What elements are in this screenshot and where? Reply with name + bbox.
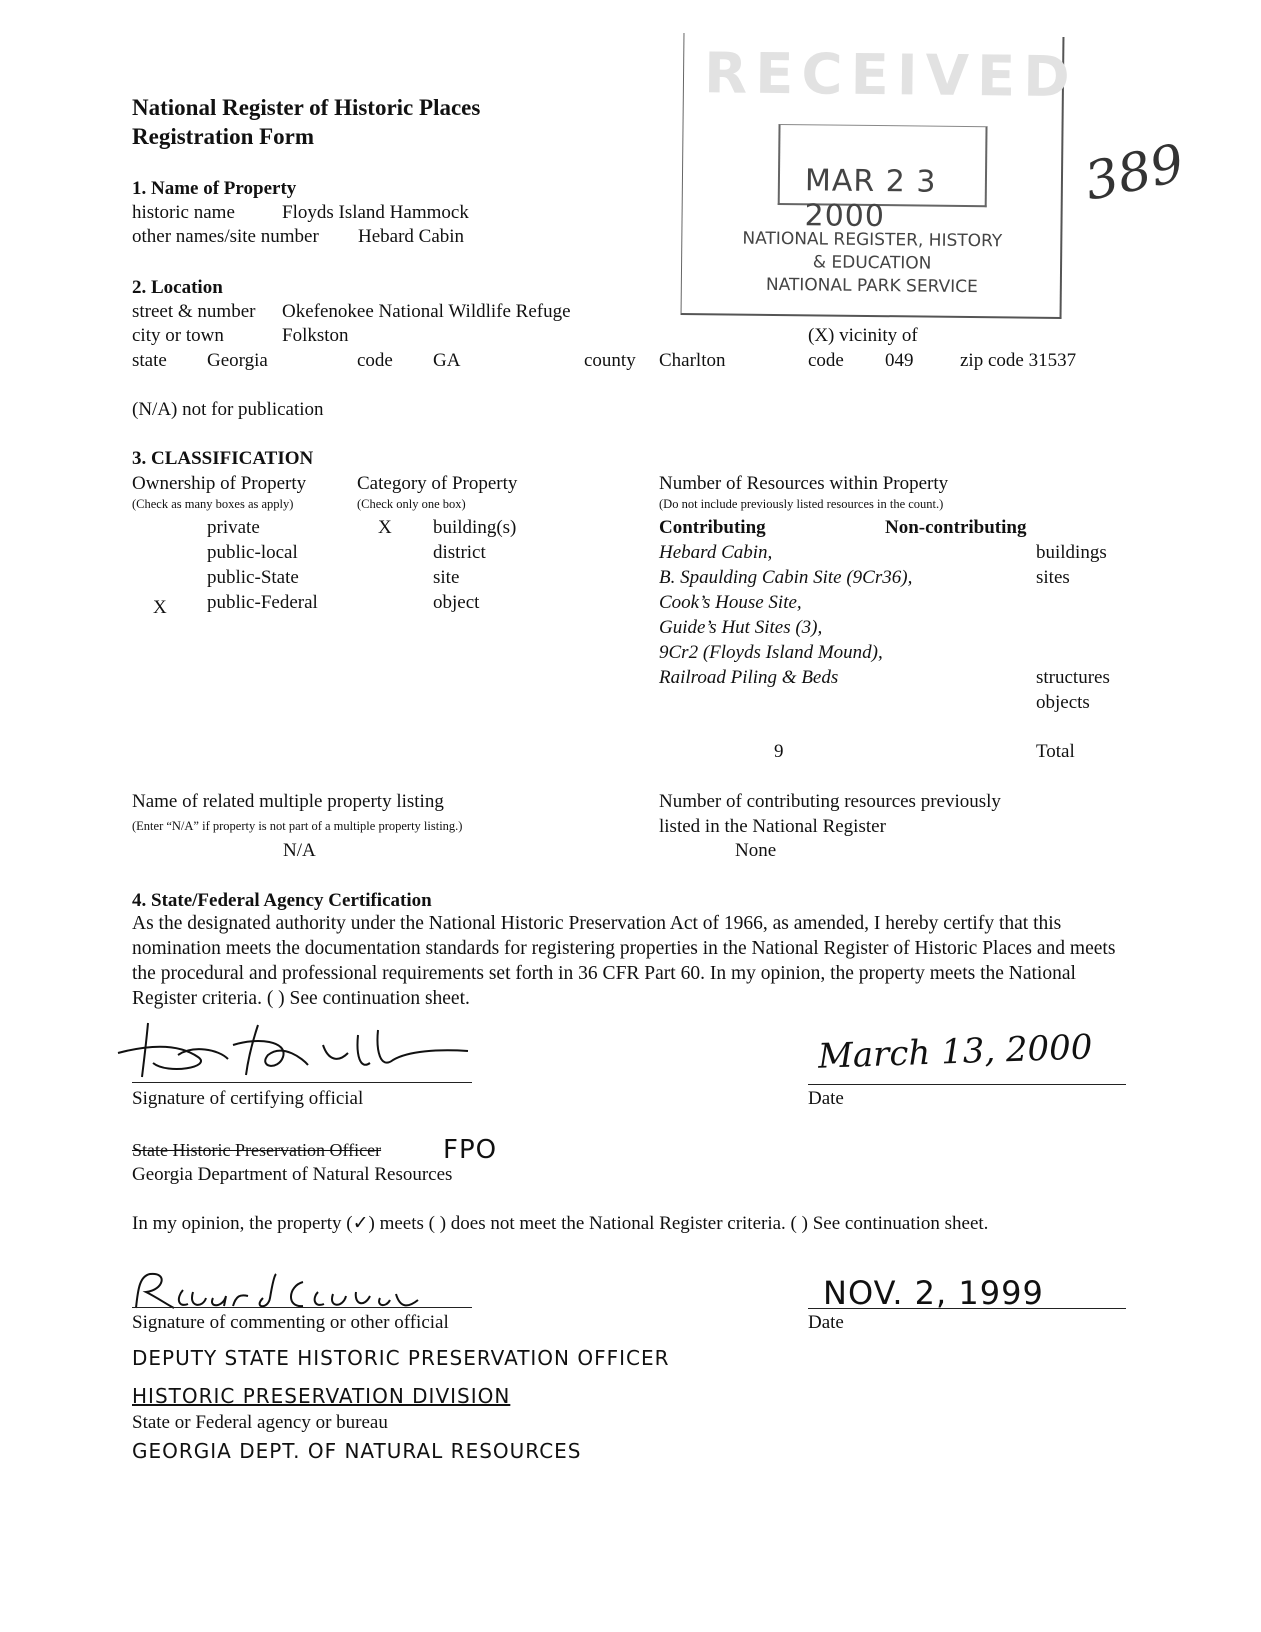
category-note: (Check only one box) [357, 497, 466, 511]
department-label: Georgia Department of Natural Resources [132, 1164, 453, 1185]
date1-handwritten: March 13, 2000 [817, 1027, 1094, 1077]
category-mark: X [378, 517, 392, 538]
stamp-line-2: & EDUCATION [812, 252, 932, 274]
resources-total-label: Total [1036, 741, 1075, 762]
section1-heading: 1. Name of Property [132, 178, 297, 199]
city-value: Folkston [282, 325, 349, 346]
handwritten-division: HISTORIC PRESERVATION DIVISION [132, 1384, 511, 1408]
zip-code: zip code 31537 [960, 350, 1077, 371]
category-option-district: district [433, 542, 486, 563]
stamp-line-3: NATIONAL PARK SERVICE [765, 274, 978, 298]
officer-handwritten: FPO [443, 1135, 498, 1165]
stamp-date: MAR 2 3 2000 [804, 163, 937, 235]
historic-name-label: historic name [132, 202, 235, 223]
ownership-option-private: private [207, 517, 260, 538]
street-label: street & number [132, 301, 256, 322]
county-code-label: code [808, 350, 844, 371]
resources-label: Number of Resources within Property [659, 473, 949, 494]
category-option-site: site [433, 567, 460, 588]
opinion-statement: In my opinion, the property (✓) meets ( ) does not meet the National Register criteria. ( ) See continuation sheet. [132, 1213, 989, 1234]
contributing-item: Hebard Cabin, [659, 542, 773, 563]
multiple-listing-label: Name of related multiple property listing [132, 791, 444, 812]
section2-heading: 2. Location [132, 277, 223, 298]
state-code-label: code [357, 350, 393, 371]
contributing-item: Cook’s House Site, [659, 592, 802, 613]
contributing-item: Guide’s Hut Sites (3), [659, 617, 823, 638]
date-line-2 [808, 1308, 1126, 1309]
county-code-value: 049 [885, 350, 914, 371]
signature-line-1 [132, 1082, 472, 1083]
previously-listed-value: None [735, 840, 777, 861]
ownership-note: (Check as many boxes as apply) [132, 497, 294, 511]
handwritten-number: 389 [1079, 133, 1190, 213]
stamp-line-1: NATIONAL REGISTER, HISTORY [742, 228, 1003, 252]
resource-type-buildings: buildings [1036, 542, 1107, 563]
contributing-item: B. Spaulding Cabin Site (9Cr36), [659, 567, 913, 588]
historic-name-value: Floyds Island Hammock [282, 202, 469, 223]
stamp-date-box [778, 124, 988, 235]
not-for-publication: (N/A) not for publication [132, 399, 324, 420]
ownership-mark: X [153, 597, 167, 618]
state-code-value: GA [433, 350, 461, 371]
officer-title-struck: State Historic Preservation Officer [132, 1140, 382, 1160]
sig1-label: Signature of certifying official [132, 1088, 364, 1109]
ownership-option-public-federal: public-Federal [207, 592, 318, 613]
form-title: National Register of Historic Places [132, 95, 481, 120]
section3-heading: 3. CLASSIFICATION [132, 448, 314, 469]
resources-total-value: 9 [774, 741, 784, 762]
signature-line-2 [132, 1307, 472, 1308]
sig2-label: Signature of commenting or other official [132, 1312, 449, 1333]
previously-listed-label-2: listed in the National Register [659, 816, 886, 837]
state-label: state [132, 350, 167, 371]
handwritten-agency: GEORGIA DEPT. OF NATURAL RESOURCES [132, 1439, 582, 1463]
certification-paragraph: As the designated authority under the National Historic Preservation Act of 1966, as amended, I hereby certify that this nomination meets the documentation standards for registering properties in the National Register of Historic Places and meets the procedural and professional requirements set forth in 36 CFR Part 60. In my opinion, the property meets the National Register criteria. ( ) See continuation sheet. [132, 913, 1116, 1009]
date2-handwritten: NOV. 2, 1999 [823, 1274, 1044, 1312]
category-label: Category of Property [357, 473, 518, 494]
certifying-signature [108, 1015, 478, 1085]
vicinity-field: (X) vicinity of [808, 325, 918, 346]
county-value: Charlton [659, 350, 726, 371]
ownership-label: Ownership of Property [132, 473, 307, 494]
ownership-option-public-state: public-State [207, 567, 299, 588]
city-label: city or town [132, 325, 224, 346]
resource-type-sites: sites [1036, 567, 1070, 588]
county-label: county [584, 350, 636, 371]
previously-listed-label-1: Number of contributing resources previously [659, 791, 1001, 812]
category-option-object: object [433, 592, 480, 613]
contributing-item: 9Cr2 (Floyds Island Mound), [659, 642, 883, 663]
date-line-1 [808, 1084, 1126, 1085]
resource-type-structures: structures [1036, 667, 1110, 688]
other-names-label: other names/site number [132, 226, 319, 247]
stamp-received-text: RECEIVED [703, 41, 1079, 111]
received-stamp [681, 33, 1079, 319]
multiple-listing-note: (Enter “N/A” if property is not part of a multiple property listing.) [132, 819, 463, 833]
ownership-option-public-local: public-local [207, 542, 298, 563]
noncontributing-header: Non-contributing [885, 517, 1027, 538]
agency-label: State or Federal agency or bureau [132, 1412, 388, 1433]
contributing-header: Contributing [659, 517, 766, 538]
resources-note: (Do not include previously listed resources in the count.) [659, 497, 944, 511]
state-value: Georgia [207, 350, 268, 371]
other-names-value: Hebard Cabin [358, 226, 465, 247]
handwritten-title: DEPUTY STATE HISTORIC PRESERVATION OFFICER [132, 1346, 670, 1370]
section4-heading: 4. State/Federal Agency Certification [132, 890, 432, 911]
resource-type-objects: objects [1036, 692, 1090, 713]
category-option-building: building(s) [433, 517, 517, 538]
street-value: Okefenokee National Wildlife Refuge [282, 301, 571, 322]
date2-label: Date [808, 1312, 844, 1333]
multiple-listing-value: N/A [283, 840, 316, 861]
form-subtitle: Registration Form [132, 124, 315, 149]
contributing-item: Railroad Piling & Beds [659, 667, 839, 688]
date1-label: Date [808, 1088, 844, 1109]
